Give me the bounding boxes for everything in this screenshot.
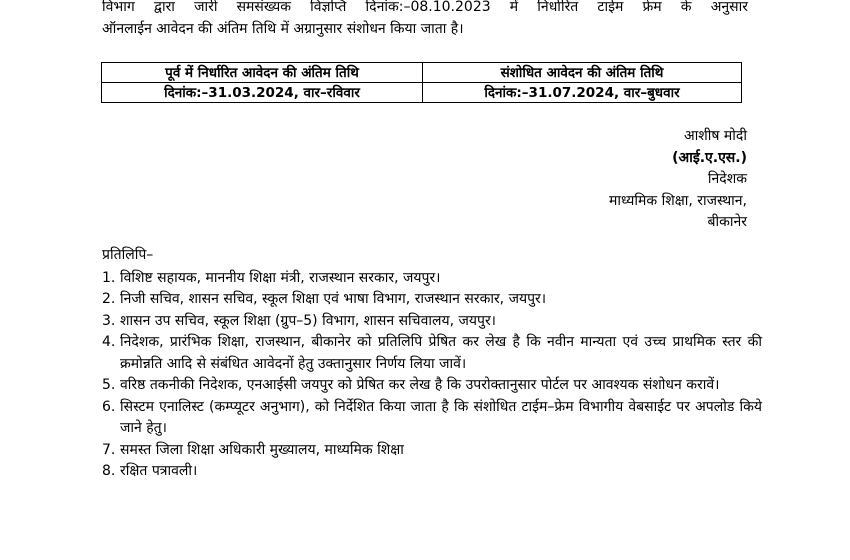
list-item [102, 397, 762, 440]
list-item-number: 2. [102, 291, 116, 307]
list-item [102, 289, 762, 311]
signatory-cadre: (आई.ए.एस.) [672, 149, 747, 166]
copy-to-section [102, 245, 762, 483]
list-item-number: 1. [102, 269, 116, 286]
list-item-text: रक्षित पत्रावली। [120, 463, 198, 479]
intro-paragraph [102, 0, 748, 40]
cell-previous-date: दिनांक:–31.03.2024, वार–रविवार [102, 83, 423, 103]
list-item [102, 461, 762, 483]
copy-list [102, 268, 762, 483]
list-item [102, 311, 762, 333]
list-item-number: 7. [102, 441, 116, 458]
intro-line-1: विभाग द्वारा जारी समसंख्यक विज्ञप्ति दिनांक:–08.10.2023 में निर्धारित टाईम फ्रेम के अनुसार [102, 0, 748, 15]
signature-block [609, 126, 747, 234]
table-header-row [102, 63, 742, 83]
list-item [102, 440, 762, 462]
cell-revised-date: दिनांक:–31.07.2024, वार–बुधवार [423, 83, 742, 103]
header-previous-date: पूर्व में निर्धारित आवेदन की अंतिम तिथि [102, 63, 423, 83]
list-item-text: निदेशक, प्रारंभिक शिक्षा, राजस्थान, बीकानेर को प्रतिलिपि प्रेषित कर लेख है कि नवीन मान्यता एवं उच्च प्राथमिक स्तर की क्रमोन्नति आदि से संबंधित आवेदनों हेतु उक्तानुसार निर्णय लिया जावें। [120, 334, 762, 372]
list-item-text: विशिष्ट सहायक, माननीय शिक्षा मंत्री, राजस्थान सरकार, जयपुर। [120, 269, 441, 286]
signatory-office: माध्यमिक शिक्षा, राजस्थान, [609, 192, 747, 209]
list-item-number: 8. [102, 463, 116, 479]
copy-heading: प्रतिलिपि– [102, 247, 154, 263]
header-revised-date: संशोधित आवेदन की अंतिम तिथि [423, 63, 742, 83]
list-item [102, 268, 762, 290]
list-item-number: 5. [102, 377, 116, 393]
list-item [102, 332, 762, 375]
list-item-text: वरिष्ठ तकनीकी निदेशक, एनआईसी जयपुर को प्रेषित कर लेख है कि उपरोक्तानुसार पोर्टल पर आवश्यक संशोधन करावें। [120, 377, 720, 393]
table-row [102, 83, 742, 103]
list-item-text: सिस्टम एनालिस्ट (कम्प्यूटर अनुभाग), को निर्देशित किया जाता है कि संशोधित टाईम–फ्रेम विभागीय वेबसाईट पर अपलोड किये जाने हेतु। [120, 398, 762, 436]
list-item-number: 3. [102, 312, 116, 329]
signatory-designation: निदेशक [707, 171, 747, 187]
signatory-name: आशीष मोदी [683, 128, 747, 144]
list-item [102, 375, 762, 397]
list-item-text: निजी सचिव, शासन सचिव, स्कूल शिक्षा एवं भाषा विभाग, राजस्थान सरकार, जयपुर। [120, 291, 547, 307]
list-item-text: शासन उप सचिव, स्कूल शिक्षा (ग्रुप–5) विभाग, शासन सचिवालय, जयपुर। [120, 312, 496, 329]
signatory-city: बीकानेर [707, 214, 747, 230]
date-revision-table [101, 62, 742, 103]
intro-line-2: ऑनलाईन आवेदन की अंतिम तिथि में अग्रानुसार संशोधन किया जाता है। [102, 21, 464, 37]
list-item-number: 4. [102, 334, 116, 350]
list-item-text: समस्त जिला शिक्षा अधिकारी मुख्यालय, माध्यमिक शिक्षा [120, 441, 404, 458]
list-item-number: 6. [102, 398, 116, 415]
